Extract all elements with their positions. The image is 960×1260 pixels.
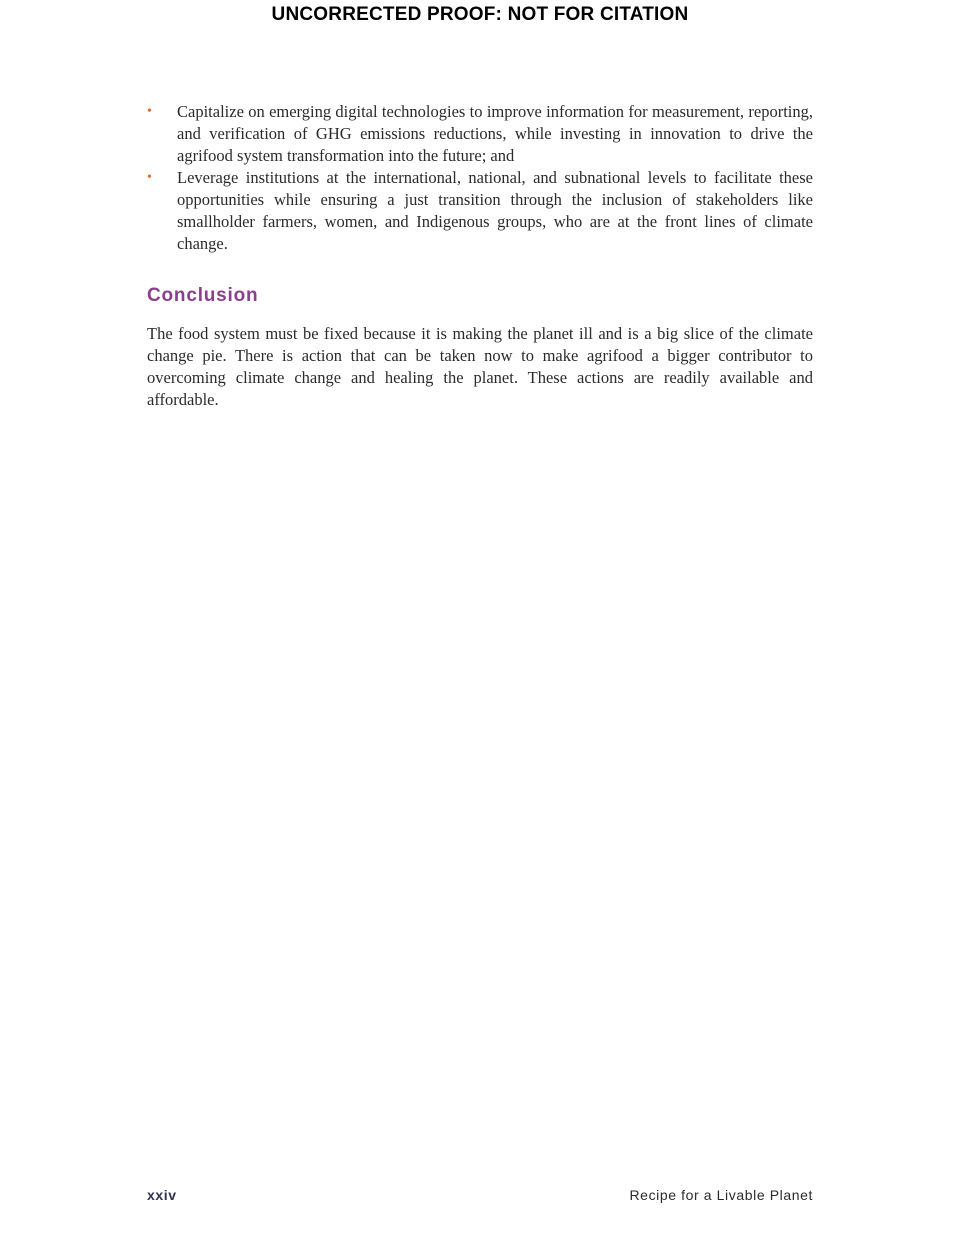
bullet-icon: • (147, 170, 152, 185)
section-heading-conclusion: Conclusion (147, 285, 259, 306)
footer-page-number: xxiv (147, 1187, 177, 1203)
bullet-item (147, 101, 813, 167)
footer-book-title: Recipe for a Livable Planet (629, 1187, 813, 1203)
bullet-list (147, 101, 813, 255)
bullet-item (147, 167, 813, 255)
bullet-text: Leverage institutions at the international, national, and subnational levels to facilitate these opportunities while ensuring a just transition through the inclusion of stakeholders like smallholder farmers, women, and Indigenous groups, who are at the front lines of climate change. (177, 168, 813, 253)
conclusion-paragraph: The food system must be fixed because it is making the planet ill and is a big slice of the climate change pie. There is action that can be taken now to make agrifood a bigger contributor to overcoming climate change and healing the planet. These actions are readily available and affordable. (147, 324, 813, 409)
page-content (147, 101, 813, 411)
bullet-text: Capitalize on emerging digital technologies to improve information for measurement, reporting, and verification of GHG emissions reductions, while investing in innovation to drive the agrifood system transformation into the future; and (177, 102, 813, 165)
bullet-icon: • (147, 104, 152, 119)
proof-banner: UNCORRECTED PROOF: NOT FOR CITATION (271, 4, 689, 25)
